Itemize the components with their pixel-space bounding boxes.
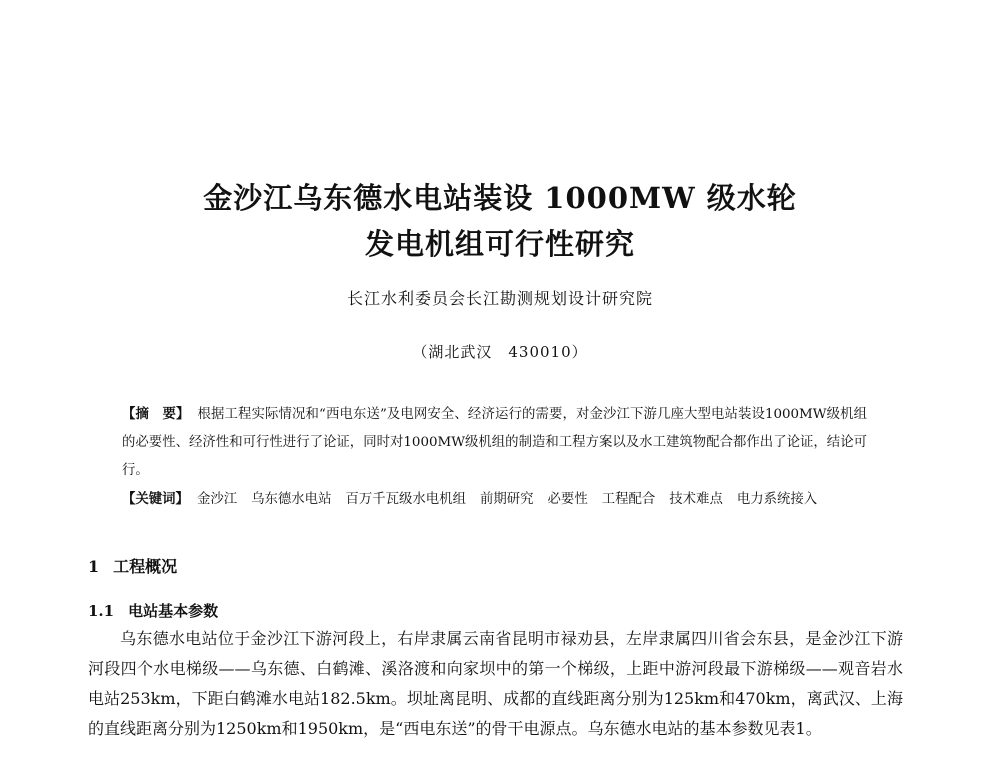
- abstract-paragraph: [122, 400, 867, 485]
- keyword: 电力系统接入: [736, 492, 818, 507]
- keywords-paragraph: [122, 485, 867, 514]
- subsection-number: 1.1: [88, 602, 115, 620]
- body-paragraph: 乌东德水电站位于金沙江下游河段上，右岸隶属云南省昆明市禄劝县，左岸隶属四川省会东县，是金沙江下游河段四个水电梯级——乌东德、白鹤滩、溪洛渡和向家坝中的第一个梯级，上距中游河段最下游梯级——观音岩水电站253km，下距白鹤滩水电站182.5km。坝址离昆明、成都的直线距离分别为125km和470km，离武汉、上海的直线距离分别为1250km和1950km，是“西电东送”的骨干电源点。乌东德水电站的基本参数见表1。: [88, 629, 903, 738]
- author-affiliation: 长江水利委员会长江勘测规划设计研究院: [346, 289, 653, 308]
- keyword: 必要性: [547, 492, 588, 507]
- keyword: 工程配合: [601, 492, 656, 507]
- keywords-label: 【关键词】: [122, 491, 189, 507]
- keyword: 技术难点: [669, 492, 723, 507]
- subsection-heading-1-1: [88, 600, 218, 621]
- paper-title-line1: 金沙江乌东德水电站装设 1000MW 级水轮: [203, 181, 797, 215]
- abstract-text: 根据工程实际情况和“西电东送”及电网安全、经济运行的需要，对金沙江下游几座大型电站装设1000MW级机组的必要性、经济性和可行性进行了论证，同时对1000MW级机组的制造和工程方案以及水工建筑物配合都作出了论证，结论可行。: [122, 407, 868, 478]
- body-text: [88, 624, 903, 744]
- abstract-block: [122, 400, 867, 514]
- keyword: 乌东德水电站: [251, 492, 332, 507]
- keyword: 金沙江: [196, 492, 238, 507]
- subsection-title: 电站基本参数: [128, 602, 219, 620]
- keyword: 百万千瓦级水电机组: [345, 492, 466, 507]
- author-address: （湖北武汉 430010）: [412, 343, 588, 361]
- section-heading-1: [88, 554, 177, 577]
- keyword: 前期研究: [479, 492, 534, 507]
- abstract-label: 【摘 要】: [122, 406, 190, 422]
- paper-title-line2: 发电机组可行性研究: [364, 227, 635, 261]
- section-title: 工程概况: [113, 557, 178, 576]
- section-number: 1: [88, 557, 100, 576]
